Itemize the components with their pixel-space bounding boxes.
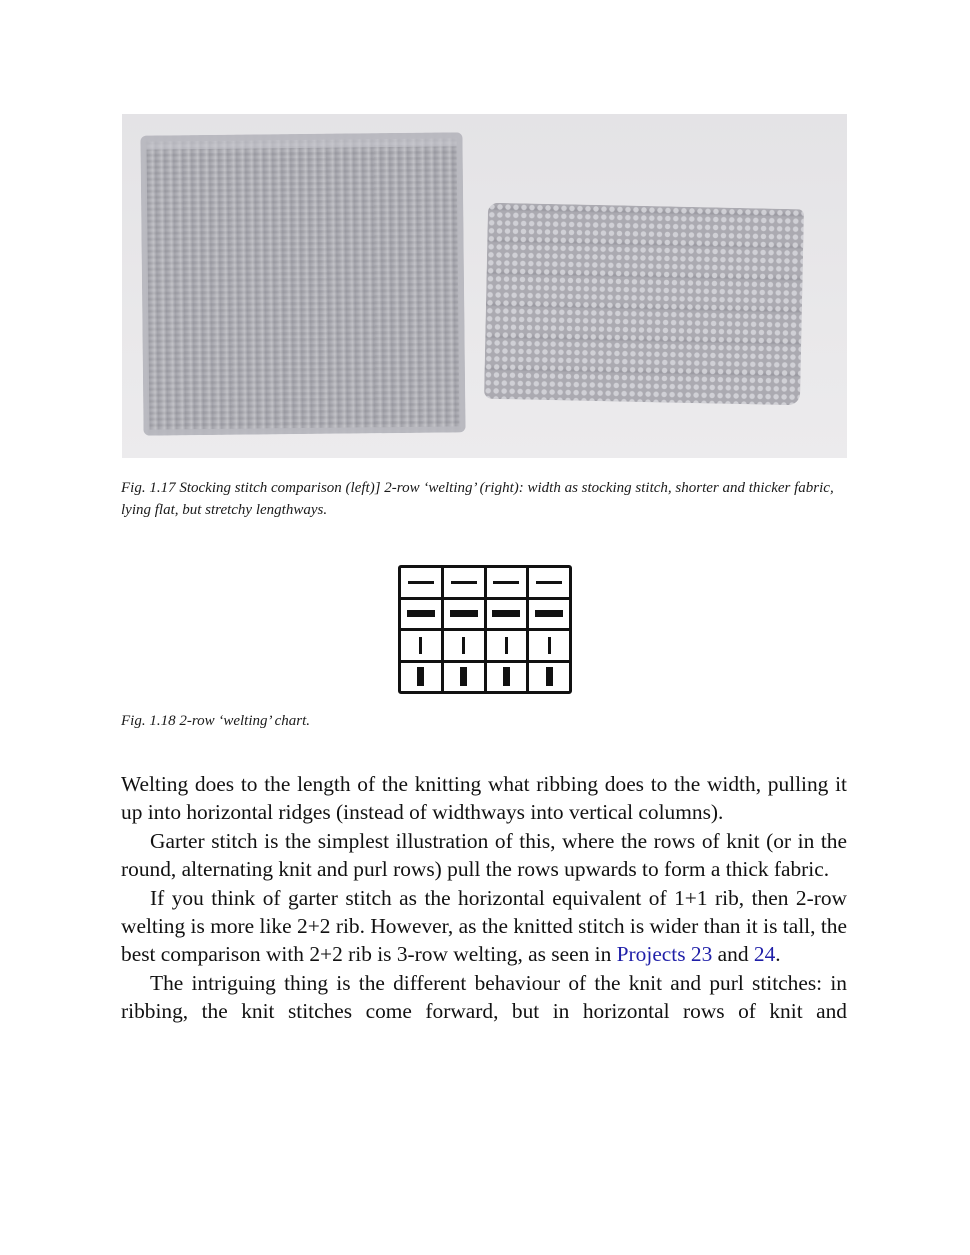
chart-cell xyxy=(487,631,527,660)
chart-cell xyxy=(487,568,527,597)
chart-cell xyxy=(487,600,527,629)
chart-cell xyxy=(487,663,527,692)
thick-horizontal-bar-icon xyxy=(535,610,563,617)
chart-cell xyxy=(401,600,441,629)
thin-vertical-bar-icon xyxy=(505,637,508,654)
thin-horizontal-bar-icon xyxy=(408,581,434,584)
chart-cell xyxy=(529,663,569,692)
thick-horizontal-bar-icon xyxy=(450,610,478,617)
paragraph-3-end: . xyxy=(775,942,781,967)
thin-vertical-bar-icon xyxy=(548,637,551,654)
thin-horizontal-bar-icon xyxy=(451,581,477,584)
chart-cell xyxy=(444,631,484,660)
thick-vertical-bar-icon xyxy=(460,667,467,686)
thin-horizontal-bar-icon xyxy=(493,581,519,584)
paragraph-3-text: If you think of garter stitch as the horizontal equivalent of 1+1 rib, then 2-row welting is more like 2+2 rib. However, as the knitted stitch is wider than it is tall, the best comparison with 2+2 rib is 3-row welting, as seen in xyxy=(121,885,847,967)
chart-cell xyxy=(444,663,484,692)
project-24-link[interactable]: 24 xyxy=(753,942,776,967)
figure-1-18-caption: Fig. 1.18 2-row ‘welting’ chart. xyxy=(121,713,311,729)
chart-cell xyxy=(401,631,441,660)
thick-vertical-bar-icon xyxy=(417,667,424,686)
projects-23-link[interactable]: Projects 23 xyxy=(616,942,713,967)
body-text xyxy=(121,770,847,1026)
chart-cell xyxy=(529,568,569,597)
chart-cell xyxy=(529,631,569,660)
thin-horizontal-bar-icon xyxy=(536,581,562,584)
stocking-stitch-swatch xyxy=(140,132,465,435)
paragraph-3-and: and xyxy=(712,942,754,967)
paragraph-1: Welting does to the length of the knitting what ribbing does to the width, pulling it up into horizontal ridges (instead of widthways into vertical columns). xyxy=(121,772,847,825)
welting-swatch xyxy=(484,203,804,406)
thin-vertical-bar-icon xyxy=(419,637,422,654)
welting-chart xyxy=(398,565,572,694)
thick-vertical-bar-icon xyxy=(503,667,510,686)
paragraph-2: Garter stitch is the simplest illustration of this, where the rows of knit (or in the round, alternating knit and purl rows) pull the rows upwards to form a thick fabric. xyxy=(121,828,847,882)
figure-1-17-caption: Fig. 1.17 Stocking stitch comparison (left)] 2-row ‘welting’ (right): width as stocking stitch, shorter and thicker fabric, lying flat, but stretchy lengthways. xyxy=(121,480,834,518)
paragraph-3 xyxy=(121,884,847,969)
thin-vertical-bar-icon xyxy=(462,637,465,654)
chart-cell xyxy=(401,663,441,692)
paragraph-4: The intriguing thing is the different behaviour of the knit and purl stitches: in ribbing, the knit stitches come forward, but in horizontal rows of knit and xyxy=(121,970,847,1024)
chart-cell xyxy=(529,600,569,629)
knitting-swatch-photo xyxy=(122,114,847,458)
chart-cell xyxy=(444,600,484,629)
thick-horizontal-bar-icon xyxy=(407,610,435,617)
thick-horizontal-bar-icon xyxy=(492,610,520,617)
thick-vertical-bar-icon xyxy=(546,667,553,686)
chart-cell xyxy=(444,568,484,597)
chart-cell xyxy=(401,568,441,597)
